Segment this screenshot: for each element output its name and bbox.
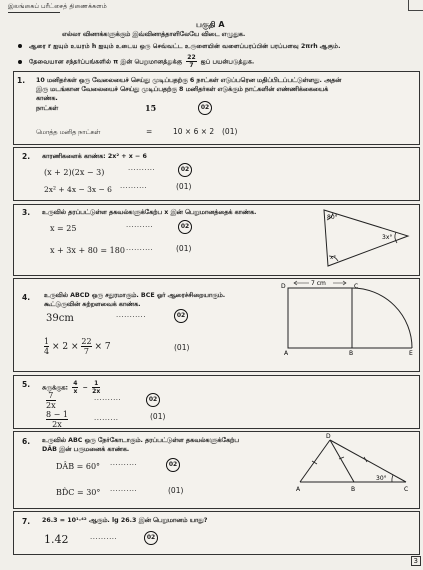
q3-number: 3. bbox=[22, 208, 31, 217]
bullet-2-text-b: ஐப் பயன்படுத்துக. bbox=[200, 58, 255, 66]
q4-frac-pi-den: 7 bbox=[83, 347, 90, 356]
q5-e1-den: x bbox=[73, 388, 78, 395]
q4-square-sector-diagram bbox=[280, 280, 416, 356]
q5-expr-frac-2 bbox=[92, 380, 100, 395]
q1-answer: 15 bbox=[145, 103, 157, 113]
q7-number: 7. bbox=[22, 517, 31, 526]
pi-num: 22 bbox=[187, 54, 196, 61]
q7-mark-circle: 02 bbox=[144, 531, 158, 545]
q4-work bbox=[44, 337, 111, 356]
q4-frac-pi bbox=[81, 337, 91, 356]
q1-days-label: நாட்கள் bbox=[36, 105, 59, 112]
q5-answer-frac bbox=[46, 391, 56, 410]
q2-dots: .......... bbox=[128, 164, 156, 172]
q7-text: 26.3 = 10¹·⁴² ஆகும். lg 26.3 இன் பெறுமானம் யாது? bbox=[42, 517, 208, 524]
q2-text: காரணிகளைக் காண்க: 2x² + x − 6 bbox=[42, 153, 147, 160]
instruction-bullet-2 bbox=[18, 54, 254, 69]
q4-dots: ........... bbox=[116, 311, 146, 319]
header-rule bbox=[8, 12, 60, 13]
q1-number: 1. bbox=[17, 76, 26, 85]
q5-e2-num: 1 bbox=[94, 380, 99, 387]
header-title: இலங்கைப் பரீட்சைத் திணைக்களம் bbox=[8, 3, 107, 10]
q1-mark-circle: 02 bbox=[198, 101, 212, 115]
q6-work-dots: .......... bbox=[110, 485, 138, 493]
q5-work-dots: ......... bbox=[94, 414, 119, 422]
q5-e1-num: 4 bbox=[73, 380, 78, 387]
q5-expr-frac-1 bbox=[72, 380, 78, 395]
bullet-2-text-a: தேவையான சந்தர்ப்பங்களில் π இன் பெறுமானத்துக்கு bbox=[29, 58, 183, 66]
q5-answer-den: 2x bbox=[46, 401, 56, 410]
q5-e2-den: 2x bbox=[92, 388, 101, 395]
q6-point-a: A bbox=[296, 486, 301, 493]
instruction-main: எல்லா வினாக்களுக்கும் இவ்வினாத்தாளிலேயே விடை எழுதுக. bbox=[62, 31, 246, 38]
q6-work: BD̂C = 30° bbox=[56, 488, 101, 497]
q1-work-eq: = bbox=[146, 127, 153, 136]
q3-dots: .......... bbox=[126, 221, 154, 229]
q7-dots: .......... bbox=[90, 533, 118, 541]
q3-work-mark: (01) bbox=[176, 244, 192, 253]
q4-work-mark: (01) bbox=[174, 343, 190, 352]
q6-mark-circle: 02 bbox=[166, 458, 180, 472]
q5-work-den: 2x bbox=[52, 420, 62, 429]
q5-work bbox=[46, 410, 68, 429]
q4-point-b: B bbox=[349, 350, 354, 356]
q6-line-ad bbox=[300, 440, 330, 482]
q3-mark-circle: 02 bbox=[178, 220, 192, 234]
pi-den: 7 bbox=[189, 62, 194, 69]
q4-work-mid: × 2 × bbox=[51, 342, 79, 352]
q4-square bbox=[288, 288, 352, 348]
q5-dots: .......... bbox=[94, 394, 122, 402]
q6-answer: DÂB = 60° bbox=[56, 462, 101, 471]
q5-mark-circle: 02 bbox=[146, 393, 160, 407]
q4-mark-circle: 02 bbox=[174, 309, 188, 323]
q1-text-3: காண்க. bbox=[36, 95, 58, 102]
q4-text-2: கூட்டுருவின் சுற்றளவைக் காண்க. bbox=[44, 301, 141, 308]
q3-work-dots: .......... bbox=[126, 244, 154, 252]
q4-answer: 39cm bbox=[46, 313, 74, 324]
q4-text-1: உருவில் ABCD ஒரு சதுரமாகும். BCE ஓர் ஆரைச்சிறையாகும். bbox=[44, 292, 226, 299]
q6-text-2: DÂB இன் பருமனைக் காண்க. bbox=[42, 446, 130, 453]
q5-number: 5. bbox=[22, 380, 31, 389]
q4-frac-quarter-num: 1 bbox=[44, 337, 50, 346]
corner-box bbox=[408, 0, 423, 11]
q5-work-mark: (01) bbox=[150, 412, 166, 421]
q4-frac-pi-num: 22 bbox=[81, 337, 92, 346]
q5-work-frac bbox=[46, 410, 68, 429]
q1-text-1: 10 மனிதர்கள் ஒரு வேலையைச் செய்து முடிப்பதற்கு 6 நாட்கள் எடுப்பரென மதிப்பிடப்பட்டுள்ளது. அதன் bbox=[36, 77, 342, 84]
q3-angle-80: 80° bbox=[327, 214, 338, 221]
pi-fraction bbox=[186, 54, 196, 69]
q6-dots: .......... bbox=[110, 459, 138, 467]
q5-minus: − bbox=[82, 384, 88, 392]
bullet-dot bbox=[18, 44, 22, 48]
q7-answer: 1.42 bbox=[44, 533, 69, 546]
q3-angle-x: x° bbox=[330, 255, 337, 261]
q4-number: 4. bbox=[22, 293, 31, 302]
part-title: பகுதி A bbox=[196, 20, 225, 29]
q4-point-a: A bbox=[284, 350, 289, 356]
q2-answer: (x + 2)(2x − 3) bbox=[44, 168, 105, 177]
q3-arc-right bbox=[395, 232, 397, 243]
q1-work-mark: (01) bbox=[222, 127, 238, 136]
q4-point-c: C bbox=[354, 283, 359, 290]
q2-number: 2. bbox=[22, 152, 31, 161]
q6-work-mark: (01) bbox=[168, 486, 184, 495]
q5-text-label: சுருக்குக: bbox=[42, 384, 69, 392]
q6-line-dc bbox=[330, 440, 406, 482]
bullet-dot bbox=[18, 60, 22, 64]
q5-work-num: 8 − 1 bbox=[46, 410, 68, 419]
q5-answer bbox=[46, 391, 56, 410]
q4-frac-quarter-den: 4 bbox=[44, 347, 50, 356]
q1-work-expr: 10 × 6 × 2 bbox=[173, 127, 215, 136]
q3-work: x + 3x + 80 = 180 bbox=[50, 246, 125, 255]
q6-point-b: B bbox=[351, 486, 356, 493]
q1-work-label: மொத்த மனித நாட்கள் bbox=[36, 129, 101, 136]
q6-angle-30: 30° bbox=[376, 475, 387, 482]
q2-work-dots: .......... bbox=[120, 182, 148, 190]
q3-angle-3x: 3x° bbox=[382, 234, 393, 241]
q6-text-1: உருவில் ABC ஒரு நேர்கோடாகும். தரப்பட்டுள்ள தகவல்களுக்கேற்ப bbox=[42, 437, 239, 444]
q4-point-d: D bbox=[281, 283, 286, 290]
q4-length-label: 7 cm bbox=[311, 280, 326, 287]
bullet-1-text: ஆரை r ஐயும் உயரம் h ஐயும் உடைய ஒரு செவ்வட்ட உருளையின் வளைப்பரப்பின் பரப்பளவு 2πrh ஆகும். bbox=[29, 43, 341, 50]
page-number: 3 bbox=[411, 556, 421, 566]
q5-answer-num: 7 bbox=[46, 391, 56, 401]
q4-point-e: E bbox=[409, 350, 413, 356]
q2-work-mark: (01) bbox=[176, 182, 192, 191]
q6-point-c: C bbox=[404, 486, 409, 493]
q4-work-end: × 7 bbox=[94, 342, 111, 352]
q3-text: உருவில் தரப்பட்டுள்ள தகவல்களுக்கேற்ப x இன் பெறுமானத்தைக் காண்க. bbox=[42, 209, 257, 216]
q3-answer: x = 25 bbox=[50, 224, 77, 233]
q2-mark-circle: 02 bbox=[178, 163, 192, 177]
q4-frac-quarter bbox=[44, 337, 49, 356]
q1-text-2: இரு மடங்கான வேலையைச் செய்து முடிப்பதற்கு 8 மனிதர்கள் எடுக்கும் நாட்களின் எண்ணிக்கையைக் bbox=[36, 86, 329, 93]
q6-angle-arc bbox=[392, 475, 393, 482]
q6-number: 6. bbox=[22, 437, 31, 446]
instruction-bullet-1 bbox=[18, 43, 340, 51]
q6-point-d: D bbox=[326, 433, 331, 440]
q3-triangle-diagram bbox=[300, 206, 412, 272]
q2-work: 2x² + 4x − 3x − 6 bbox=[44, 185, 112, 194]
q4-sector-arc bbox=[352, 288, 412, 348]
q6-triangle-diagram bbox=[288, 432, 414, 498]
